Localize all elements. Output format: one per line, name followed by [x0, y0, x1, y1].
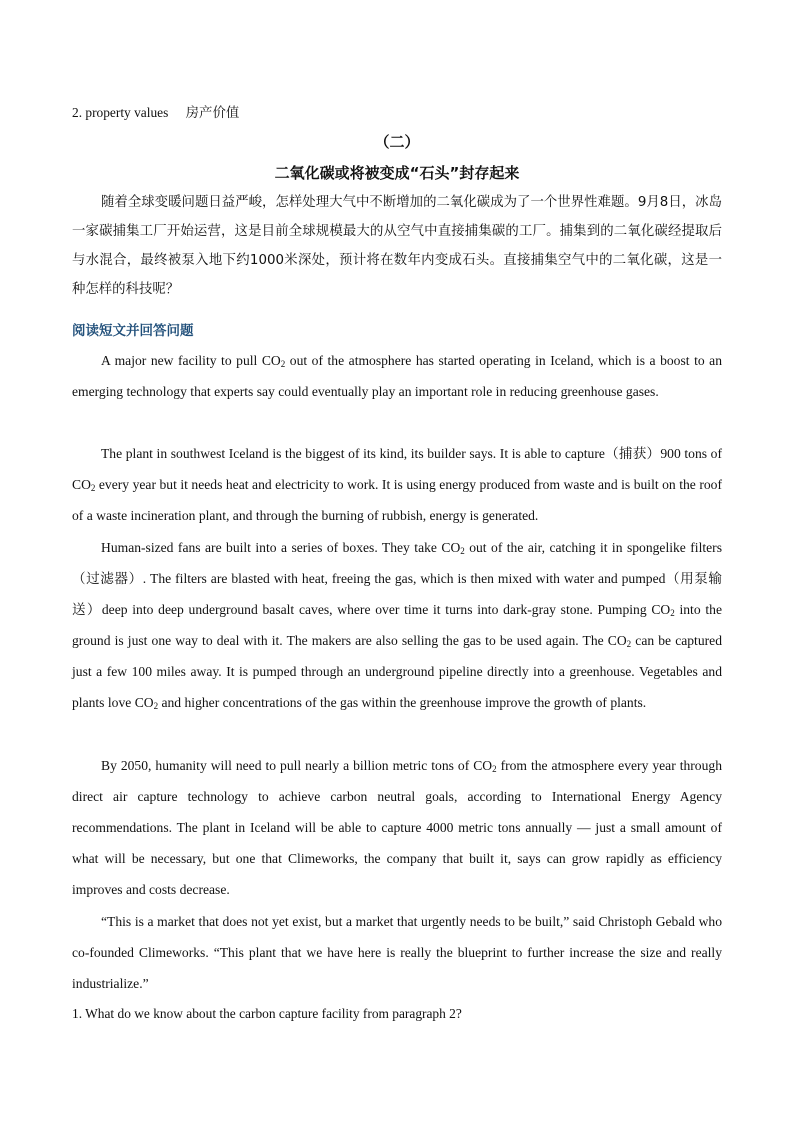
- section-heading: 阅读短文并回答问题: [72, 323, 194, 339]
- paragraph-1: A major new facility to pull $CO_2$ out of the atmosphere has started operating in Iceland, which is a boost to an emerging technology that experts say could eventually play an important role in reducing greenhouse gases.: [72, 353, 723, 399]
- co2-formula: $CO_2$: [72, 477, 96, 493]
- vocab-term: 2. property values: [72, 105, 169, 120]
- paragraph-2: The plant in southwest Iceland is the biggest of its kind, its builder says. It is able to capture（捕获）900 tons of $CO_2$ every year but it needs heat and electricity to work. It is using energy produced from waste and is built on the roof of a waste incineration plant, and through the burning of rubbish, energy is generated.: [72, 446, 722, 523]
- co2-formula: $CO_2$: [441, 540, 465, 556]
- question-1: 1. What do we know about the carbon capture facility from paragraph 2?: [72, 1006, 462, 1021]
- article-title: 二氧化碳或将被变成“石头”封存起来: [274, 164, 520, 182]
- co2-formula: $CO_2$: [473, 758, 497, 774]
- co2-formula: $CO_2$: [607, 633, 632, 649]
- part-label: （二）: [374, 133, 420, 151]
- paragraph-4: By 2050, humanity will need to pull nearly a billion metric tons of $CO_2$ from the atmosphere every year through direct air capture technology to achieve carbon neutral goals, according to International Energy Agency recommendations. The plant in Iceland will be able to capture 4000 metric tons annually — just a small amount of what will be necessary, but one that Climeworks, the company that built it, says can grow rapidly as efficiency improves and costs decrease.: [72, 758, 722, 897]
- co2-formula: $CO_2$: [134, 695, 159, 711]
- co2-formula: $CO_2$: [651, 602, 675, 618]
- vocab-item: [72, 102, 722, 121]
- paragraph-5: “This is a market that does not yet exist, but a market that urgently needs to be built,” said Christoph Gebald who co-founded Climeworks. “This plant that we have here is really the blueprint to further increase the size and really industrialize.”: [72, 914, 722, 991]
- vocab-meaning: 房产价值: [185, 106, 240, 121]
- intro-paragraph: 随着全球变暖问题日益严峻，怎样处理大气中不断增加的二氧化碳成为了一个世界性难题。9月8日，冰岛一家碳捕集工厂开始运营，这是目前全球规模最大的从空气中直接捕集碳的工厂。捕集到的二氧化碳经提取后与水混合，最终被泵入地下约1000米深处，预计将在数年内变成石头。直接捕集空气中的二氧化碳，这是一种怎样的科技呢？: [72, 195, 722, 297]
- co2-formula: $CO_2$: [261, 353, 286, 369]
- paragraph-3: Human-sized fans are built into a series of boxes. They take $CO_2$ out of the air, catching it in spongelike filters（过滤器）. The filters are blasted with heat, freeing the gas, which is then mixed with water and pumped（用泵输送）deep into deep underground basalt caves, where over time it turns into dark-gray stone. Pumping $CO_2$ into the ground is just one way to deal with it. The makers are also selling the gas to be used again. The $CO_2$ can be captured just a few 100 miles away. It is pumped through an underground pipeline directly into a greenhouse. Vegetables and plants love $CO_2$ and higher concentrations of the gas within the greenhouse improve the growth of plants.: [72, 540, 722, 711]
